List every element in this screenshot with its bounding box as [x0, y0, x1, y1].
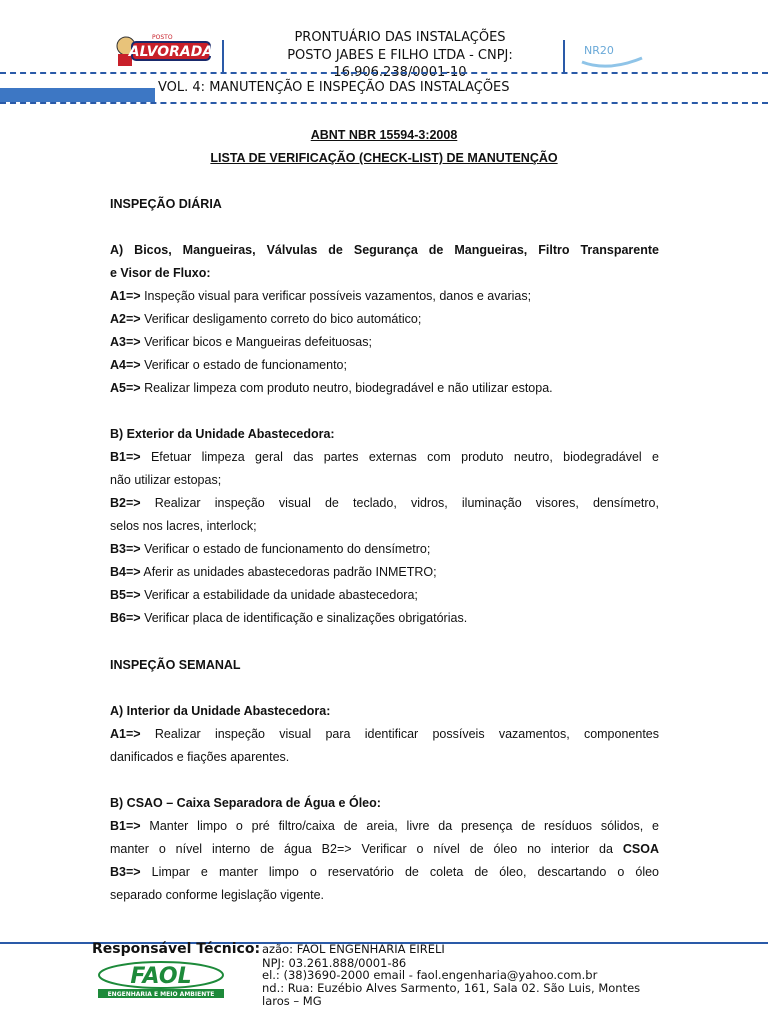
list-item-continuation: manter o nível interno de água B2=> Verificar o nível de óleo no interior da CSOA — [110, 842, 659, 856]
list-item: A2=> Verificar desligamento correto do bico automático; — [110, 312, 422, 326]
list-item: A1=> Inspeção visual para verificar possíveis vazamentos, danos e avarias; — [110, 289, 532, 303]
doc-title-standard: ABNT NBR 15594-3:2008 — [310, 128, 458, 142]
header-blue-band — [0, 88, 155, 102]
weekly-inspection-heading: INSPEÇÃO SEMANAL — [110, 658, 241, 672]
list-item: B3=> Verificar o estado de funcionamento do densímetro; — [110, 542, 431, 556]
footer-company: azão: FAOL ENGENHARIA EIRELI — [262, 942, 445, 956]
footer-address: nd.: Rua: Euzébio Alves Sarmento, 161, Sala 02. São Luis, Montes — [262, 981, 641, 995]
section-a-title-line2: e Visor de Fluxo: — [110, 266, 211, 280]
alvorada-logo — [112, 28, 212, 70]
header-dashed-rule-2 — [0, 102, 768, 104]
list-item: A3=> Verificar bicos e Mangueiras defeituosas; — [110, 335, 372, 349]
list-item-continuation: não utilizar estopas; — [110, 473, 222, 487]
footer-cnpj: NPJ: 03.261.888/0001-86 — [262, 956, 407, 970]
nr20-logo-text: NR20 — [584, 44, 614, 57]
footer-contact: el.: (38)3690-2000 email - faol.engenharia@yahoo.com.br — [262, 968, 598, 982]
list-item: A4=> Verificar o estado de funcionamento; — [110, 358, 347, 372]
footer-city: laros – MG — [262, 994, 322, 1008]
list-item: B1=> Manter limpo o pré filtro/caixa de areia, livre da presença de resíduos sólidos, e — [110, 819, 659, 833]
doc-title-checklist: LISTA DE VERIFICAÇÃO (CHECK-LIST) DE MANUTENÇÃO — [210, 151, 558, 165]
list-item: B5=> Verificar a estabilidade da unidade abastecedora; — [110, 588, 418, 602]
faol-logo-text: FAOL — [130, 964, 192, 989]
list-item: B6=> Verificar placa de identificação e sinalizações obrigatórias. — [110, 611, 468, 625]
header-line-3: 16.906.238/0001-10 — [333, 65, 467, 77]
section-b-title: B) Exterior da Unidade Abastecedora: — [110, 427, 335, 441]
section-a-title-line1: A) Bicos, Mangueiras, Válvulas de Segurança de Mangueiras, Filtro Transparente — [110, 243, 659, 257]
faol-logo-subtitle: ENGENHARIA E MEIO AMBIENTE — [107, 991, 215, 998]
faol-logo — [96, 961, 226, 999]
list-item: B1=> Efetuar limpeza geral das partes externas com produto neutro, biodegradável e — [110, 450, 659, 464]
alvorada-logo-text: ALVORADA — [128, 44, 212, 60]
list-item: B4=> Aferir as unidades abastecedoras padrão INMETRO; — [110, 565, 437, 579]
header-line-1: PRONTUÁRIO DAS INSTALAÇÕES — [294, 30, 506, 45]
header-dashed-rule — [0, 72, 768, 74]
header-divider-right — [563, 40, 565, 72]
header-divider-left — [222, 40, 224, 72]
list-item-continuation: selos nos lacres, interlock; — [110, 519, 257, 533]
nr20-logo — [578, 28, 648, 70]
weekly-section-a-title: A) Interior da Unidade Abastecedora: — [110, 704, 331, 718]
list-item: B3=> Limpar e manter limpo o reservatório de coleta de óleo, descartando o óleo — [110, 865, 659, 879]
list-item: A1=> Realizar inspeção visual para identificar possíveis vazamentos, componentes — [110, 727, 659, 741]
weekly-section-b-title: B) CSAO – Caixa Separadora de Água e Óleo: — [110, 796, 381, 810]
list-item-continuation: danificados e fiações aparentes. — [110, 750, 290, 764]
responsible-label: Responsável Técnico: — [92, 941, 261, 957]
alvorada-logo-small: POSTO — [152, 34, 173, 41]
volume-title: VOL. 4: MANUTENÇÃO E INSPEÇÃO DAS INSTALAÇÕES — [158, 80, 510, 95]
list-item: A5=> Realizar limpeza com produto neutro, biodegradável e não utilizar estopa. — [110, 381, 553, 395]
daily-inspection-heading: INSPEÇÃO DIÁRIA — [110, 197, 222, 211]
header-line-2: POSTO JABES E FILHO LTDA - CNPJ: — [287, 48, 513, 63]
list-item: B2=> Realizar inspeção visual de teclado, vidros, iluminação visores, densímetro, — [110, 496, 659, 510]
list-item-continuation: separado conforme legislação vigente. — [110, 888, 325, 902]
